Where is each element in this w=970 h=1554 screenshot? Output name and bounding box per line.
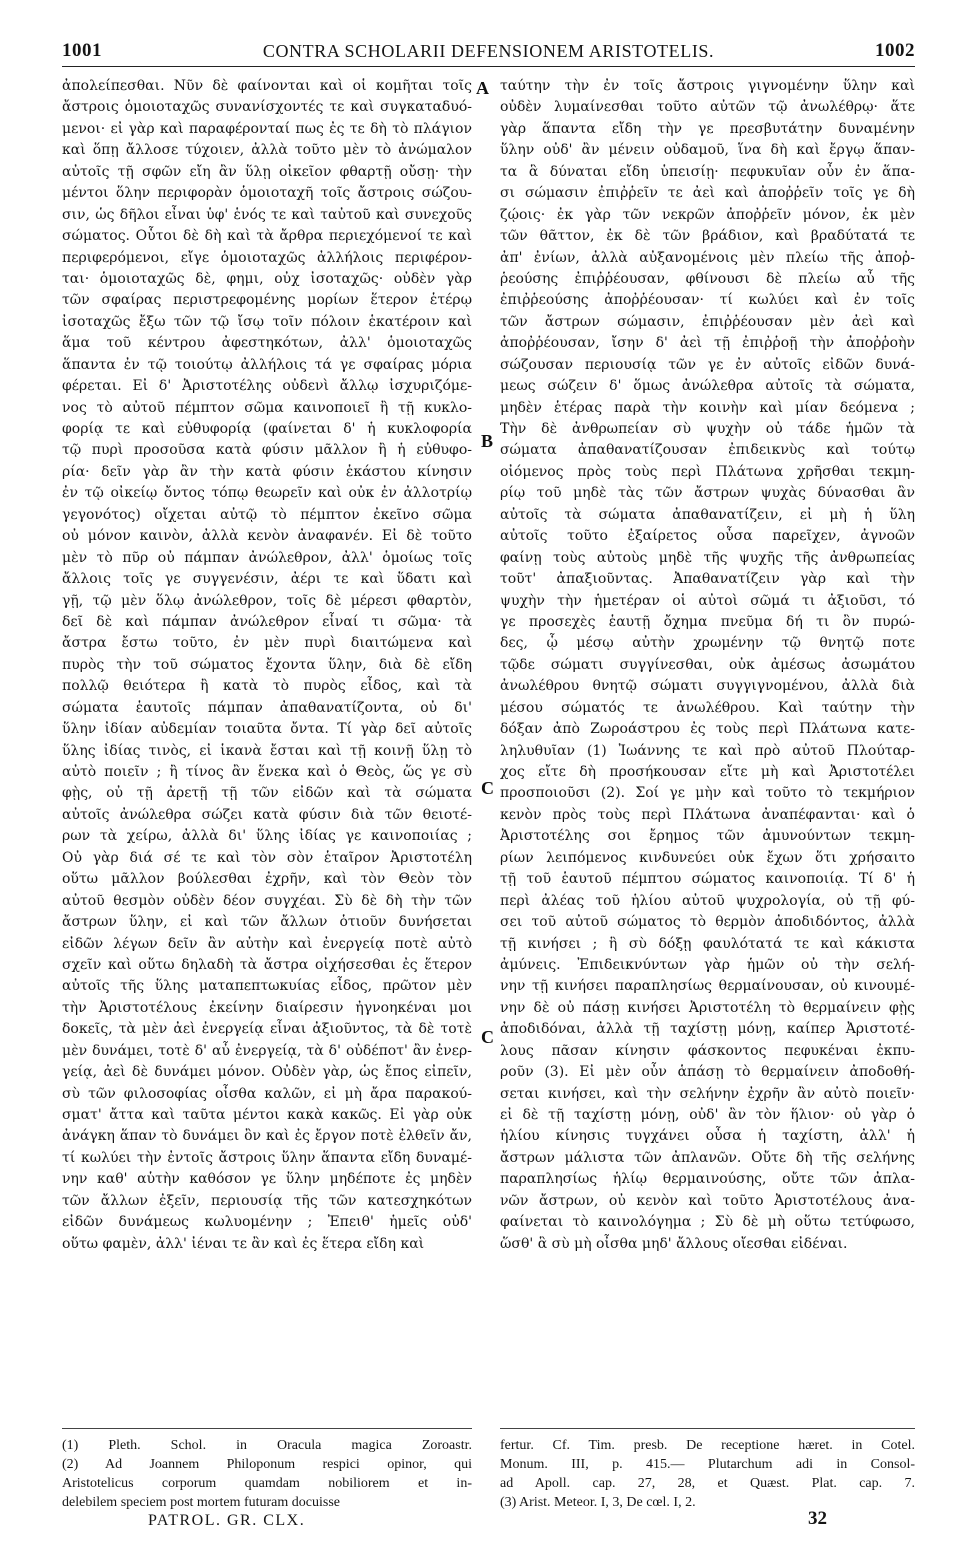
text-line: ὕλην ἰδίαν αὐδεμίαν τοιαῦτα ὄντα. Τί γὰρ δεῖ αὐτοῖς — [62, 721, 472, 738]
text-line: ταύτην τὴν ἐν τοῖς ἄστροις γιγνομένην ὕλην καὶ — [500, 78, 915, 94]
section-marker-c-second: C — [481, 1027, 494, 1047]
text-line: ἐν τῷ οἰκείῳ ὄντος τόπῳ θεωρεῖν καὶ οὐκ ἐν ἀλλοτρίῳ — [62, 485, 472, 502]
text-line: γε προσεχὲς ἑαυτῇ ὄχημα πνεῦμα δή τι ὂν πυρώ- — [500, 613, 915, 630]
text-line: κενὸν πρὸς τοὺς περὶ Πλάτωνα ἀναπέφανται· καὶ ὁ — [500, 806, 915, 823]
text-line: τα ἃ δύναται εἴδη ὑπεισίῃ· πεφυκυῖαν οὖν ἐν ἅπα- — [500, 163, 915, 180]
text-line: αὐτοῖς τῇ σφῶν εἴη ἂν ὕλῃ οἰκεῖον φθαρτῇ οὔσῃ· τὴν — [62, 163, 472, 180]
text-line: προσποιοῦσι (2). Σοί γε μὴν καὶ τοῦτο τὸ τεκμήριον — [500, 785, 915, 802]
text-line: δες, ᾧ μέσῳ αὐτὴν χρωμένην τῷ θνητῷ ποτε — [500, 635, 915, 652]
section-marker-c: C — [481, 778, 494, 798]
text-line: σώζουσαν περιουσίᾳ τῶν γε ἐν αὐτοῖς εἰδῶν δυνά- — [500, 356, 915, 373]
footnote-line: Monum. III, p. 415.— Plutarchum adi in Consol- — [500, 1457, 915, 1472]
text-line: ἐπιῤῥεούσης ἀποῤῥέουσαν· τί κωλύει καὶ ἐν τοῖς — [500, 292, 915, 309]
text-line: εἰ δὲ τῇ ταχίστῃ μόνῃ, οὐδ' ἂν τὸν ἥλιον· οὐ γὰρ ὁ — [500, 1107, 915, 1123]
text-line: οἰόμενος πρὸς τοὺς περὶ Πλάτωνα χρῆσθαι τεκμη- — [500, 463, 915, 480]
text-line: οὐδὲν λυμαίνεσθαι τοῦτο αὐτῶν τῷ ἀνωλέθρῳ· ἅτε — [500, 99, 915, 116]
page-number-right: 1002 — [875, 40, 915, 61]
text-line: σεται κινήσει, καὶ τὴν σελήνην ἐχρῆν ἂν αὐτὸ ποιεῖν· — [500, 1085, 915, 1102]
text-line: νος τὸ αὐτοῦ πέμπτον σῶμα καινοποιεῖ ἢ τῇ κυκλο- — [62, 399, 472, 416]
text-line: τί κωλύει τὴν ἐντοῖς ἄστροις ὕλην ἅπαντα εἴδη δυναμέ- — [62, 1149, 472, 1166]
text-line: αὐτοῖς ἀνώλεθρα σώζει κατὰ φύσιν διὰ τῶν θειοτέ- — [62, 806, 472, 823]
text-line: τῷ πυρὶ προσοῦσα κατὰ φύσιν μᾶλλον ἢ ἡ εὐθυφο- — [62, 442, 472, 459]
right-column — [500, 76, 915, 1255]
text-line: αὐτοῖς τοῦτο ἐξαίρετος οὖσα παρεῖχεν, ἀγνοῶν — [500, 528, 915, 545]
text-line: ἄστρα ἔστω τοῦτο, ἐν μὲν πυρὶ διαιτώμενα καὶ — [62, 635, 472, 652]
text-line: τοῦτ' ἀπαξιοῦντας. Ἀπαθανατίζειν γὰρ καὶ τὴν — [500, 571, 915, 588]
text-line: αὐτοῖς τὰ σώματα ἀπαθανατίζειν, εἰ μὴ ἡ ὕλη — [500, 506, 915, 523]
text-line: εἰδῶν λέγων δεῖν ἂν αὐτὴν καὶ ἐνεργείᾳ ποτὲ αὐτὸ — [62, 935, 472, 952]
text-line: δοκεῖς, τὰ μὲν ἀεὶ ἐνεργείᾳ εἶναι ἀξιοῦντος, τὰ δὲ τοτὲ — [62, 1021, 472, 1038]
text-line: οὐ μόνον καινὸν, ἀλλὰ κενὸν ἀναφανέν. Εἰ δὲ τοῦτο — [62, 528, 472, 545]
text-line: οὕτω μᾶλλον βούλεσθαι ἐχρῆν, καὶ τὸν Θεὸν τὸν — [62, 871, 472, 888]
text-line: τῇ τοῦ ἑαυτοῦ πέμπτου σώματος καινοποιίᾳ. Τί δ' ἡ — [500, 871, 915, 888]
text-line: ψυχὴν τὴν ἡμετέραν οἱ αὐτοὶ σῶμά τι ἀξιοῦσι, τό — [500, 592, 915, 609]
footnote-line: ad Apoll. cap. 27, 28, et Quæst. Plat. cap. 7. — [500, 1476, 915, 1491]
text-line: ὕλην οὐδ' ἂν μένειν οὐδαμοῦ, ἵνα δὴ καὶ ἔργῳ ἅπαν- — [500, 142, 915, 159]
text-line: ἀποδιδόναι, ἀλλὰ τῇ ταχίστῃ μόνῃ, καίπερ Ἀριστοτέ- — [500, 1021, 915, 1038]
text-line: σει τοῦ αὐτοῦ σώματος τὸ θερμὸν ἀποδιδόντος, ἀλλὰ — [500, 914, 915, 931]
text-line: πυρὸς τὴν τοῦ σώματος ἔχοντα ὕλην, διὰ δὲ εἴδη — [62, 656, 472, 673]
text-line: αὐτοῦ θεσμὸν οὐδὲν δέον συγχέαι. Σὺ δὲ δὴ τὴν τῶν — [62, 892, 472, 909]
text-line: μὲν δυνάμει, τοτὲ δ' αὖ ἐνεργείᾳ, τὰ δ' οὐδέποτ' ἂν ἐνερ- — [62, 1042, 472, 1059]
text-line: φαίνεται τὸ καινολόγημα ; Σὺ δὲ μὴ οὕτω τετύφωσο, — [500, 1214, 915, 1231]
text-line: ἰσοταχῶς ἔξω τῶν τῷ ἴσῳ τοῖν πόλοιν ἑκατέροιν καὶ — [62, 313, 472, 330]
text-line: φῂς, οὐ τῇ ἀρετῇ τῇ τῶν εἰδῶν καὶ τὰ σώματα — [62, 785, 472, 802]
text-line: γὰρ ἅπαντα εἴδη τὴν γε πρεσβυτάτην δυναμένην — [500, 120, 915, 137]
text-line: νην καθ' αὑτὴν καθόσον γε ὕλην μηδέποτε ἐς μηδὲν — [62, 1171, 472, 1188]
footnote-line: fertur. Cf. Tim. presb. De receptione hæret. in Cotel. — [500, 1438, 915, 1453]
running-header — [62, 40, 915, 67]
text-line: φαίνῃ τοὺς αὐτοὺς μηδὲ τῆς ψυχῆς τῆς ἀνθρωπείας — [500, 549, 915, 566]
text-line: τὴν Ἀριστοτέλους ἐκείνην διαίρεσιν ἠγνοηκέναι μοι — [62, 999, 472, 1016]
footnotes-right — [500, 1436, 915, 1512]
signature-mark: 32 — [808, 1508, 827, 1529]
text-line: μέντοι ὅλην περιφορὰν ὁμοιοταχῆ τοῖς ἄστροις σώζου- — [62, 185, 472, 202]
text-line: γῇ, τῷ μὲν ὅλῳ ἀνώλεθρον, τοῖς δὲ μέρεσι φθαρτὸν, — [62, 592, 472, 609]
text-line: φέρεται. Εἰ δ' Ἀριστοτέλης οὐδενὶ ἄλλῳ ἰσχυριζόμε- — [62, 378, 472, 395]
text-line: σώματα ἑαυτοῖς πάμπαν ἀπαθανατίζοντα, οὐ δι' — [62, 699, 472, 716]
series-footer: PATROL. GR. CLX. — [148, 1512, 306, 1529]
text-line: πολλῷ θειότερα ἢ κατὰ τὸ πυρὸς εἶδος, καὶ τὰ — [62, 678, 472, 695]
text-line: ἀπολείπεσθαι. Νῦν δὲ φαίνονται καὶ οἱ κομῆται τοῖς — [62, 78, 472, 94]
text-line: ἀνωλέθρου θνητῷ σώματι συγγιγνομένου, ἀλλὰ διὰ — [500, 678, 915, 695]
text-line: ὕλης ἰδίας τινὸς, εἰ ἱκανὰ ἔσται καὶ τῇ κοινῇ ὕλῃ τὸ — [62, 742, 472, 759]
text-line: ἄστροις ὁμοιοταχῶς συνανίσχοντές τε καὶ συγκαταδυό- — [62, 99, 472, 116]
text-line: καὶ ὅπῃ ἄλλοσε τύχοιεν, ἀλλὰ τοῦτο μὲν τὸ ἀνώμαλον — [62, 142, 472, 159]
text-line: σώματα ἀπαθανατίζουσαν ἐπιδεικνὺς καὶ τούτῳ — [500, 442, 915, 459]
footnote-rule-left — [62, 1428, 472, 1429]
text-line: δόξαν ἀπὸ Ζωροάστρου ἐς τοὺς περὶ Πλάτωνα κατε- — [500, 721, 915, 738]
text-line: ἡλίου κίνησις τυγχάνει οὖσα ἡ ταχίστη, ἀλλ' ἡ — [500, 1128, 915, 1145]
text-line: μέσου σώματός τε ἀνωλέθρου. Καὶ ταύτην τὴν — [500, 699, 915, 716]
text-line: ἅπαντα ἐν τῷ τοιούτῳ ἀλλήλοις τά γε σφαίρας μόρια — [62, 356, 472, 373]
text-line: σιν, ὡς δῆλοι εἶναι ὑφ' ἑνός τε καὶ ταὐτοῦ καὶ συνεχοῦς — [62, 206, 472, 223]
text-line: ἀποῤῥέουσαν, ἴσην δ' ἀεὶ τῇ ἐπιῤῥοῇ τὴν ἀποῤῥοὴν — [500, 335, 915, 352]
text-line: σὺ τῶν φιλοσοφίας οἶσθα καλῶν, εἰ μὴ ἄρα παρακού- — [62, 1085, 472, 1102]
text-line: φορίᾳ τε καὶ εὐθυφορίᾳ (φαίνεται δ' ἡ κυκλοφορία — [62, 421, 472, 437]
text-line: χος εἴτε δὴ προσήκουσαν εἴτε μὴ καὶ Ἀριστοτέλει — [500, 764, 915, 780]
text-line: ἀνάγκη ἅπαν τὸ δυνάμει ὂν καὶ ἐς ἔργον ποτὲ ἐλθεῖν ἄν, — [62, 1128, 472, 1145]
footnote-line: delebilem speciem post mortem futuram docuisse — [62, 1495, 340, 1510]
text-line: ῥεούσης ἐπιῤῥέουσαν, φθίνουσι δὲ πλείω αὖ τῆς — [500, 270, 915, 287]
text-line: περιφερόμενοι, εἴγε ὁμοιοταχῶς ἀλλήλοις περιφέρον- — [62, 249, 472, 266]
text-line: σματ' ἄττα καὶ ταῦτα μέντοι κακὰ κακῶς. Εἰ γὰρ οὐκ — [62, 1107, 472, 1123]
text-line: τῇ κινήσει ; ἣ σὺ δόξῃ φαυλότατά τε καὶ κάκιστα — [500, 935, 915, 952]
text-line: παραπλησίως ἡλίῳ θερμαινούσης, οὔτε τῶν ἀπλα- — [500, 1171, 915, 1188]
text-line: ροῦν (3). Εἰ μὲν οὖν ἁπάσῃ τὸ θερμαίνειν ἀποδοθή- — [500, 1064, 915, 1081]
text-line: νῶν ἄστρων, οὐ κενὸν καὶ τοῦτο Ἀριστοτέλους ἀνα- — [500, 1192, 915, 1209]
footnote-line: (2) Ad Joannem Philoponum respici opinor, qui — [62, 1457, 472, 1472]
text-line: τῶν θᾶττον, ἐκ δὲ τῶν βράδιον, καὶ βραδύτατά τε — [500, 228, 915, 245]
text-line: ἄστρων ὕλην, εἰ καὶ τῶν ἄλλων ὁτιοῦν δυνήσεται — [62, 914, 472, 931]
text-line: ζῴοις· ἐκ γὰρ τῶν νεκρῶν ἀποῤῥεῖν μόνον, ἐκ μὲν — [500, 206, 915, 223]
text-line: μεως σώζειν δ' ὅμως ἀνώλεθρα αὐτοῖς τὰ σώματα, — [500, 378, 915, 395]
text-line: ται· ὁμοιοταχῶς δὲ, φημι, οὐχ ἰσοταχῶς· οὐδὲν γὰρ — [62, 270, 472, 287]
text-line: νην τῇ κινήσει παραπλησίως θερμαίνουσαν, οὐ κινουμέ- — [500, 978, 915, 995]
text-line: μενοι· εἰ γὰρ καὶ παραφέρονταί πως ἐς τε δὴ τὸ πλάγιον — [62, 120, 472, 137]
text-line: τῷδε σώματι συγγίνεσθαι, οὐκ ἀμέσως ἀσωμάτου — [500, 656, 915, 673]
left-column — [62, 76, 472, 1255]
text-line: ρίῳ τοῦ μηδὲ τὰς τῶν ἄστρων ψυχὰς δύνασθαι ἂν — [500, 485, 915, 502]
running-title: CONTRA SCHOLARII DEFENSIONEM ARISTOTELIS. — [262, 41, 715, 61]
text-line: γείᾳ, ἀεὶ δὲ δυνάμει μόνον. Οὐδὲν γὰρ, ὡς ἔπος εἰπεῖν, — [62, 1064, 472, 1081]
page-number-left: 1001 — [62, 40, 102, 61]
section-marker-a: A — [476, 78, 489, 98]
text-line: τῶν σφαίρας περιστρεφομένης μορίων ἕτερον ἑτέρῳ — [62, 292, 472, 309]
text-line: ἄλλοις τοῖς γε συγγενέσιν, ἀέρι τε καὶ ὕδατι καὶ — [62, 571, 472, 588]
text-line: Οὐ γὰρ διά σέ τε καὶ τὸν σὸν ἑταῖρον Ἀριστοτέλη — [62, 849, 472, 866]
text-line: δεῖ δὲ καὶ πάμπαν ἀνώλεθρον εἶναί τι σῶμα· τὰ — [62, 613, 472, 630]
text-line: ὥσθ' ἃ σὺ μὴ οἶσθα μηδ' ἄλλους οἴεσθαι εἰδέναι. — [500, 1235, 848, 1252]
text-line: ἀμύνεις. Ἐπιδεικνύντων γὰρ ἡμῶν οὐ τὴν σελή- — [500, 956, 915, 973]
text-line: Ἀριστοτέλης σοι ἔρημος τῶν ἀμυνούντων τεκμη- — [500, 828, 915, 845]
footnote-rule-right — [500, 1428, 915, 1429]
section-marker-b: B — [481, 431, 494, 451]
text-line: ἄστρων μάλιστα τῶν ἀπλανῶν. Οὔτε δὴ τῆς σελήνης — [500, 1149, 915, 1166]
text-line: εἰδῶν δυνάμεως κωλυομένην ; Ἐπειθ' ἡμεῖς οὐδ' — [62, 1214, 472, 1231]
text-line: ἀπ' ἐνίων, ἀλλὰ αὐξανομένοις μὲν πλείω τῆς ἀποῤ- — [500, 249, 915, 266]
text-line: ρίων λειπόμενος κινδυνεύει οὐκ ἔχων ὅτι χρήσαιτο — [500, 849, 915, 866]
footnote-line: (1) Pleth. Schol. in Oracula magica Zoroastr. — [62, 1438, 472, 1453]
text-line: τῶν ἄλλων ἐξεῖν, περιουσίᾳ τῆς τῶν κατεσχηκότων — [62, 1192, 472, 1209]
text-line: περὶ ἀλέας τοῦ ἡλίου αὐτοῦ ψυχρολογία, οὐ τῇ φύ- — [500, 892, 915, 909]
text-line: ρία· δεῖν γὰρ ἂν τὴν κατὰ φύσιν ἑκάστου κίνησιν — [62, 463, 472, 480]
text-line: γεγονότος) οἴχεται αὐτῷ τὸ πέμπτον ἐκεῖνο σῶμα — [62, 506, 472, 523]
footnote-line: (3) Arist. Meteor. I, 3, De cœl. I, 2. — [500, 1495, 696, 1510]
footnote-line: Aristotelicus corporum quamdam nobiliorem et in- — [62, 1476, 472, 1491]
text-line: σι σώμασιν ἐπιῤῥεῖν τε ἀεὶ καὶ ἀποῤῥεῖν τοῖς γε δὴ — [500, 185, 915, 202]
text-line: λους πᾶσαν κίνησιν φάσκοντος πεφυκέναι ἐκπυ- — [500, 1042, 915, 1059]
text-line: οὕτω φαμὲν, ἀλλ' ἰέναι τε ἂν καὶ ἐς ἕτερα εἴδη καὶ — [62, 1235, 425, 1252]
text-line: αὐτοῖς τῆς ὕλης ματαπεπτωκυίας εἶδος, πρῶτον μὲν — [62, 978, 472, 995]
text-line: σχεῖν καὶ οὕτω δηλαδὴ τὰ ἄστρα οἰχήσεσθαι ἐς ἕτερον — [62, 956, 472, 973]
text-line: νην δὲ οὐ πάσῃ κινήσει Ἀριστοτέλη τὸ θερμαίνειν φῂς — [500, 999, 915, 1016]
text-line: τῶν ἄστρων σώμασιν, ἐπιῤῥέουσαν μὲν ἀεὶ καὶ — [500, 313, 915, 330]
footnotes-left — [62, 1436, 472, 1512]
text-line: μὲν τὸ πῦρ οὐ πάμπαν ἀνώλεθρον, ἀλλ' ὁμοίως τοῖς — [62, 549, 472, 566]
text-line: αὐτὸ ποιεῖν ; ἢ τίνος ἂν ἕνεκα καὶ ὁ Θεὸς, ὥς γε σὺ — [62, 764, 472, 780]
text-line: σώματος. Οὗτοι δὲ δὴ καὶ τὰ ἄρθρα περιεχόμενοί τε καὶ — [62, 228, 472, 245]
text-line: μηδὲν ἑτέρας παρὰ τὴν κοινὴν καὶ μίαν δεόμενα ; — [500, 399, 915, 416]
text-line: ἅμα τοῦ κέντρου ἀφεστηκότων, ἀλλ' ὁμοιοταχῶς — [62, 335, 472, 352]
text-line: Τὴν δὲ ἀνθρωπείαν σὺ ψυχὴν οὐ τάδε ἡμῶν τὰ — [500, 421, 915, 437]
text-line: ρων τὰ χείρω, ἀλλὰ δι' ὕλης ἰδίας γε καινοποιίας ; — [62, 828, 472, 845]
text-line: ληλυθυῖαν (1) Ἰωάννης τε καὶ πρὸ αὐτοῦ Πλούταρ- — [500, 742, 915, 759]
